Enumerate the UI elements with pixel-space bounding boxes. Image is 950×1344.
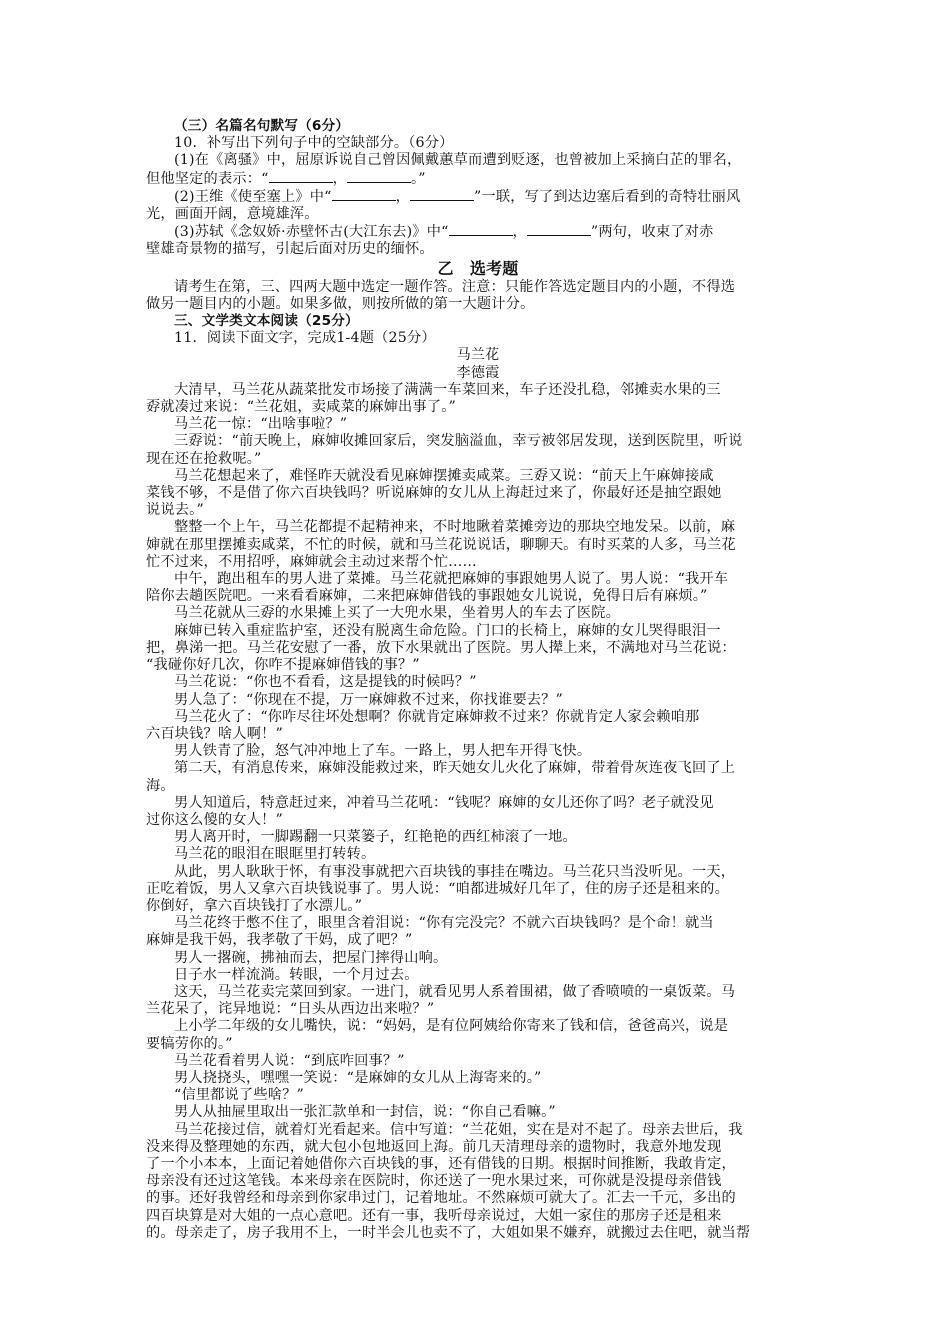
story-line: 的。母亲走了，房子我用不上，一时半会儿也卖不了，大姐如果不嫌弃，就搬过去住吧，就当帮: [146, 1224, 751, 1241]
q10-1-line2: 但他坚定的表示：“ ， 。”: [146, 170, 426, 187]
story-line: 了一个小本本，上面记着她借你六百块钱的事，还有借钱的日期。根据时间推断，我敢肯定，: [146, 1155, 736, 1172]
section-heading: （三）名篇名句默写（6分）: [174, 118, 350, 134]
story-line: 马兰花说：“你也不看看，这是提钱的时候吗？”: [174, 674, 477, 691]
story-line: 中午，跑出租车的男人进了菜摊。马兰花就把麻婶的事跟她男人说了。男人说：“我开车: [174, 571, 729, 588]
story-line: 孬就凑过来说：“兰花姐，卖咸菜的麻婶出事了。”: [146, 399, 456, 416]
q10-3-line1: (3)苏轼《念奴娇·赤壁怀古(大江东去)》中“ ， ”两句，收束了对赤: [174, 224, 714, 241]
story-line: 没来得及整理她的东西，就大包小包地返回上海。前几天清理母亲的遗物时，我意外地发现: [146, 1138, 722, 1155]
part-title: 乙 选考题: [437, 258, 519, 278]
story-author: 李德霞: [456, 364, 500, 381]
story-line: 你倒好，拿六百块钱打了水漂儿。”: [146, 897, 363, 914]
answer-blank[interactable]: [269, 170, 333, 183]
question-11: 11．阅读下面文字，完成1-4题（25分）: [174, 330, 436, 347]
exam-page: [146, 118, 810, 1242]
story-title: 马兰花: [456, 347, 500, 364]
story-line: “我碰你好几次，你咋不提麻婶借钱的事？”: [146, 657, 420, 674]
story-line: 马兰花火了：“你咋尽往坏处想啊？你就肯定麻婶救不过来？你就肯定人家会赖咱那: [174, 708, 700, 725]
q10-3-line2: 壁雄奇景物的描写，引起后面对历史的缅怀。: [146, 241, 434, 258]
story-line: 陪你去趟医院吧。一来看看麻婶，二来把麻婶借钱的事跟她女儿说说，免得日后有麻烦。”: [146, 588, 708, 605]
story-line: 第二天，有消息传来，麻婶没能救过来，昨天她女儿火化了麻婶，带着骨灰连夜飞回了上: [174, 760, 736, 777]
story-line: 男人离开时，一脚踢翻一只菜篓子，红艳艳的西红柿滚了一地。: [174, 829, 577, 846]
story-line: 兰花呆了，诧异地说：“日头从西边出来啦？”: [146, 1001, 435, 1018]
story-line: 马兰花的眼泪在眼眶里打转转。: [174, 846, 376, 863]
story-line: 麻婶已转入重症监护室，还没有脱离生命危险。门口的长椅上，麻婶的女儿哭得眼泪一: [174, 622, 721, 639]
answer-blank[interactable]: [347, 170, 411, 183]
story-line: 正吃着饭，男人又拿六百块钱说事了。男人说：“咱都进城好几年了，住的房子还是租来的。: [146, 880, 729, 897]
story-line: 麻婶是我干妈，我孝敬了干妈，成了吧？”: [146, 932, 413, 949]
story-line: 母亲没有还过这笔钱。本来母亲在医院时，你还送了一兜水果过来，可你就是没提母亲借钱: [146, 1173, 722, 1190]
story-line: 马兰花接过信，就着灯光看起来。信中写道：“兰花姐，实在是对不起了。母亲去世后，我: [174, 1121, 743, 1138]
q10-1-line1: (1)在《离骚》中，屈原诉说自己曾因佩戴蕙草而遭到贬逐，也曾被加上采摘白芷的罪名，: [174, 152, 742, 169]
story-line: 日子水一样流淌。转眼，一个月过去。: [174, 966, 419, 983]
story-line: 马兰花想起来了，难怪昨天就没看见麻婶摆摊卖咸菜。三孬又说：“前天上午麻婶接咸: [174, 467, 714, 484]
story-line: 说说去。”: [146, 502, 204, 519]
story-line: 男人急了：“你现在不提，万一麻婶救不过来，你找谁要去？”: [174, 691, 563, 708]
story-line: 菜钱不够，不是借了你六百块钱吗？听说麻婶的女儿从上海赶过来了，你最好还是抽空跟她: [146, 485, 722, 502]
story-line: 男人一撂碗，拂袖而去，把屋门摔得山响。: [174, 949, 448, 966]
story-line: 大清早，马兰花从蔬菜批发市场接了满满一车菜回来，车子还没扎稳，邻摊卖水果的三: [174, 381, 721, 398]
story-body: [146, 382, 810, 1242]
story-line: 海。: [146, 777, 175, 794]
q10-2-line2: 光，画面开阔，意境雄浑。: [146, 206, 319, 223]
story-line: 上小学二年级的女儿嘴快，说：“妈妈，是有位阿姨给你寄来了钱和信，爸爸高兴，说是: [174, 1018, 729, 1035]
story-line: 男人挠挠头，嘿嘿一笑说：“是麻婶的女儿从上海寄来的。”: [174, 1069, 542, 1086]
answer-blank[interactable]: [410, 188, 474, 201]
story-line: 过你这么傻的女人！”: [146, 811, 283, 828]
story-line: 马兰花终于憋不住了，眼里含着泪说：“你有完没完？不就六百块钱吗？是个命！就当: [174, 915, 714, 932]
story-line: 男人铁青了脸，怒气冲冲地上了车。一路上，男人把车开得飞快。: [174, 743, 592, 760]
story-line: 马兰花一惊：“出啥事啦？”: [174, 416, 348, 433]
story-line: “信里都说了些啥？”: [174, 1087, 305, 1104]
story-line: 这天，马兰花卖完菜回到家。一进门，就看见男人系着围裙，做了香喷喷的一桌饭菜。马: [174, 983, 736, 1000]
story-line: 四百块算是对大姐的一点心意吧。还有一事，我听母亲说过，大姐一家住的那房子还是租来: [146, 1207, 722, 1224]
story-line: 忙不过来，不用招呼，麻婶就会主动过来帮个忙……: [146, 553, 477, 570]
instruction-line2: 做另一题目内的小题。如果多做，则按所做的第一大题计分。: [146, 295, 535, 312]
answer-blank[interactable]: [449, 223, 513, 236]
story-line: 整整一个上午，马兰花都提不起精神来，不时地瞅着菜摊旁边的那块空地发呆。以前，麻: [174, 519, 736, 536]
story-line: 现在还在抢救呢。”: [146, 450, 262, 467]
section-heading: 三、文学类文本阅读（25分）: [174, 313, 359, 330]
story-line: 马兰花就从三孬的水果摊上买了一大兜水果，坐着男人的车去了医院。: [174, 605, 621, 622]
story-line: 男人知道后，特意赶过来，冲着马兰花吼：“钱呢？麻婶的女儿还你了吗？老子就没见: [174, 794, 714, 811]
story-line: 的事。还好我曾经和母亲到你家串过门，记着地址。不然麻烦可就大了。汇去一千元，多出的: [146, 1190, 736, 1207]
answer-blank[interactable]: [332, 188, 396, 201]
instruction-line1: 请考生在第，三、四两大题中选定一题作答。注意：只能作答选定题目内的小题，不得选: [174, 278, 736, 295]
story-line: 婶就在那里摆摊卖咸菜，不忙的时候，就和马兰花说说话，聊聊天。有时买菜的人多，马兰花: [146, 536, 736, 553]
answer-blank[interactable]: [527, 223, 591, 236]
story-line: 把，鼻涕一把。马兰花安慰了一番，放下水果就出了医院。男人撵上来，不满地对马兰花说：: [146, 639, 736, 656]
story-line: 三孬说：“前天晚上，麻婶收摊回家后，突发脑溢血，幸亏被邻居发现，送到医院里，听说: [174, 433, 743, 450]
q10-2-line1: (2)王维《使至塞上》中“ ， ”一联，写了到达边塞后看到的奇特壮丽风: [174, 188, 741, 205]
story-line: 六百块钱？啥人啊！”: [146, 725, 283, 742]
story-line: 马兰花看着男人说：“到底咋回事？”: [174, 1052, 405, 1069]
question-10: 10．补写出下列句子中的空缺部分。（6分）: [174, 135, 454, 152]
story-line: 要犒劳你的。”: [146, 1035, 233, 1052]
story-line: 从此，男人耿耿于怀，有事没事就把六百块钱的事挂在嘴边。马兰花只当没听见。一天，: [174, 863, 736, 880]
story-line: 男人从抽屉里取出一张汇款单和一封信，说：“你自己看嘛。”: [174, 1104, 556, 1121]
